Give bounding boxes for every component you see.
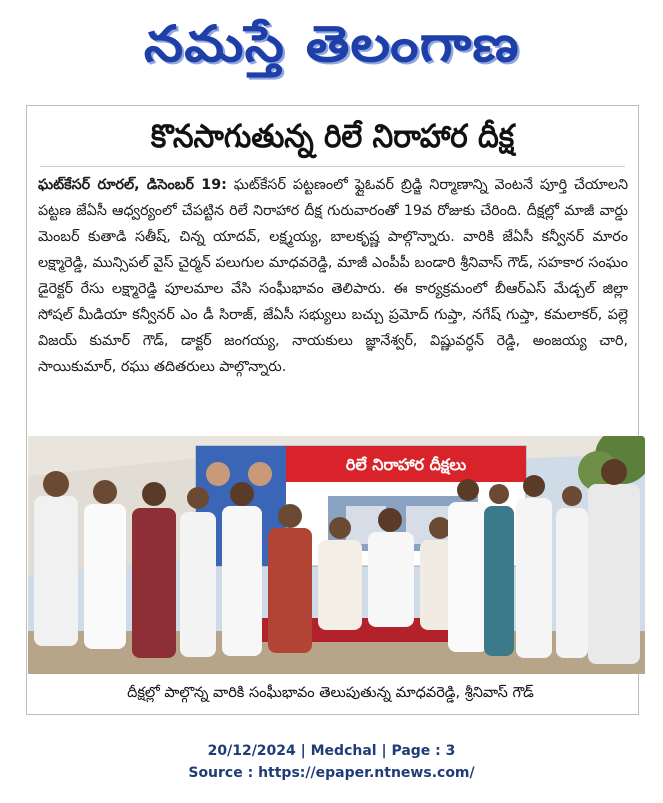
article-body-text: ఘట్‌కేసర్ పట్టణంలో ఫ్లైఓవర్ బ్రిడ్జి నిర్మాణాన్ని వెంటనే పూర్తి చేయాలని పట్టణ జేఏసీ ఆధ్వర్యంలో చేపట్టిన రిలే నిరాహార దీక్ష గురువారంతో 19వ రోజుకు చేరింది. దీక్షల్లో మాజీ వార్డు మెంబర్ కుతాడి సతీష్, చిన్న యాదవ్, లక్ష్మయ్య, బాలకృష్ణ పాల్గొన్నారు. వారికి జేఏసీ కన్వీనర్ మారం లక్ష్మారెడ్డి, మున్సిపల్ వైస్ చైర్మన్ పలుగుల మాధవరెడ్డి, మాజీ ఎంపీపీ బండారి శ్రీనివాస్ గౌడ్, సహకార సంఘం డైరెక్టర్ రేసు లక్ష్మారెడ్డి పూలమాల వేసి సంఘీభావం తెలిపారు. ఈ కార్యక్రమంలో బీఆర్ఎస్ మేడ్చల్ జిల్లా సోషల్ మీడియా కన్వీనర్ ఎం డీ సిరాజ్, జేఏసీ సభ్యులు బచ్చు ప్రమోద్ గుప్తా, నగేష్ గుప్తా, కమలాకర్, పల్లె విజయ్ కుమార్ గౌడ్, డాక్టర్ జంగయ్య, నాయకులు జ్ఞానేశ్వర్, విష్ణువర్ధన్ రెడ్డి, అంజయ్య చారి, సాయికుమార్, రఘు తదితరులు పాల్గొన్నారు. — [38, 177, 628, 375]
article-body — [38, 172, 628, 434]
source-footer — [0, 740, 663, 784]
newspaper-masthead — [0, 6, 663, 86]
protest-photo-illustration — [28, 436, 645, 674]
article-dateline: ఘట్‌కేసర్ రూరల్, డిసెంబర్ 19: — [38, 177, 227, 193]
photo-caption: దీక్షల్లో పాల్గొన్న వారికి సంఘీభావం తెలుపుతున్న మాధవరెడ్డి, శ్రీనివాస్ గౌడ్ — [127, 685, 534, 701]
article-photo — [28, 436, 645, 674]
edition-info: 20/12/2024 | Medchal | Page : 3 — [207, 743, 456, 759]
source-link[interactable]: Source : https://epaper.ntnews.com/ — [188, 765, 475, 781]
masthead-title: నమస్తే తెలంగాణ — [143, 15, 520, 73]
article-headline: కొనసాగుతున్న రిలే నిరాహార దీక్ష — [150, 117, 515, 155]
headline-divider — [40, 166, 625, 167]
banner-text: రిలే నిరాహార దీక్షలు — [345, 455, 467, 474]
